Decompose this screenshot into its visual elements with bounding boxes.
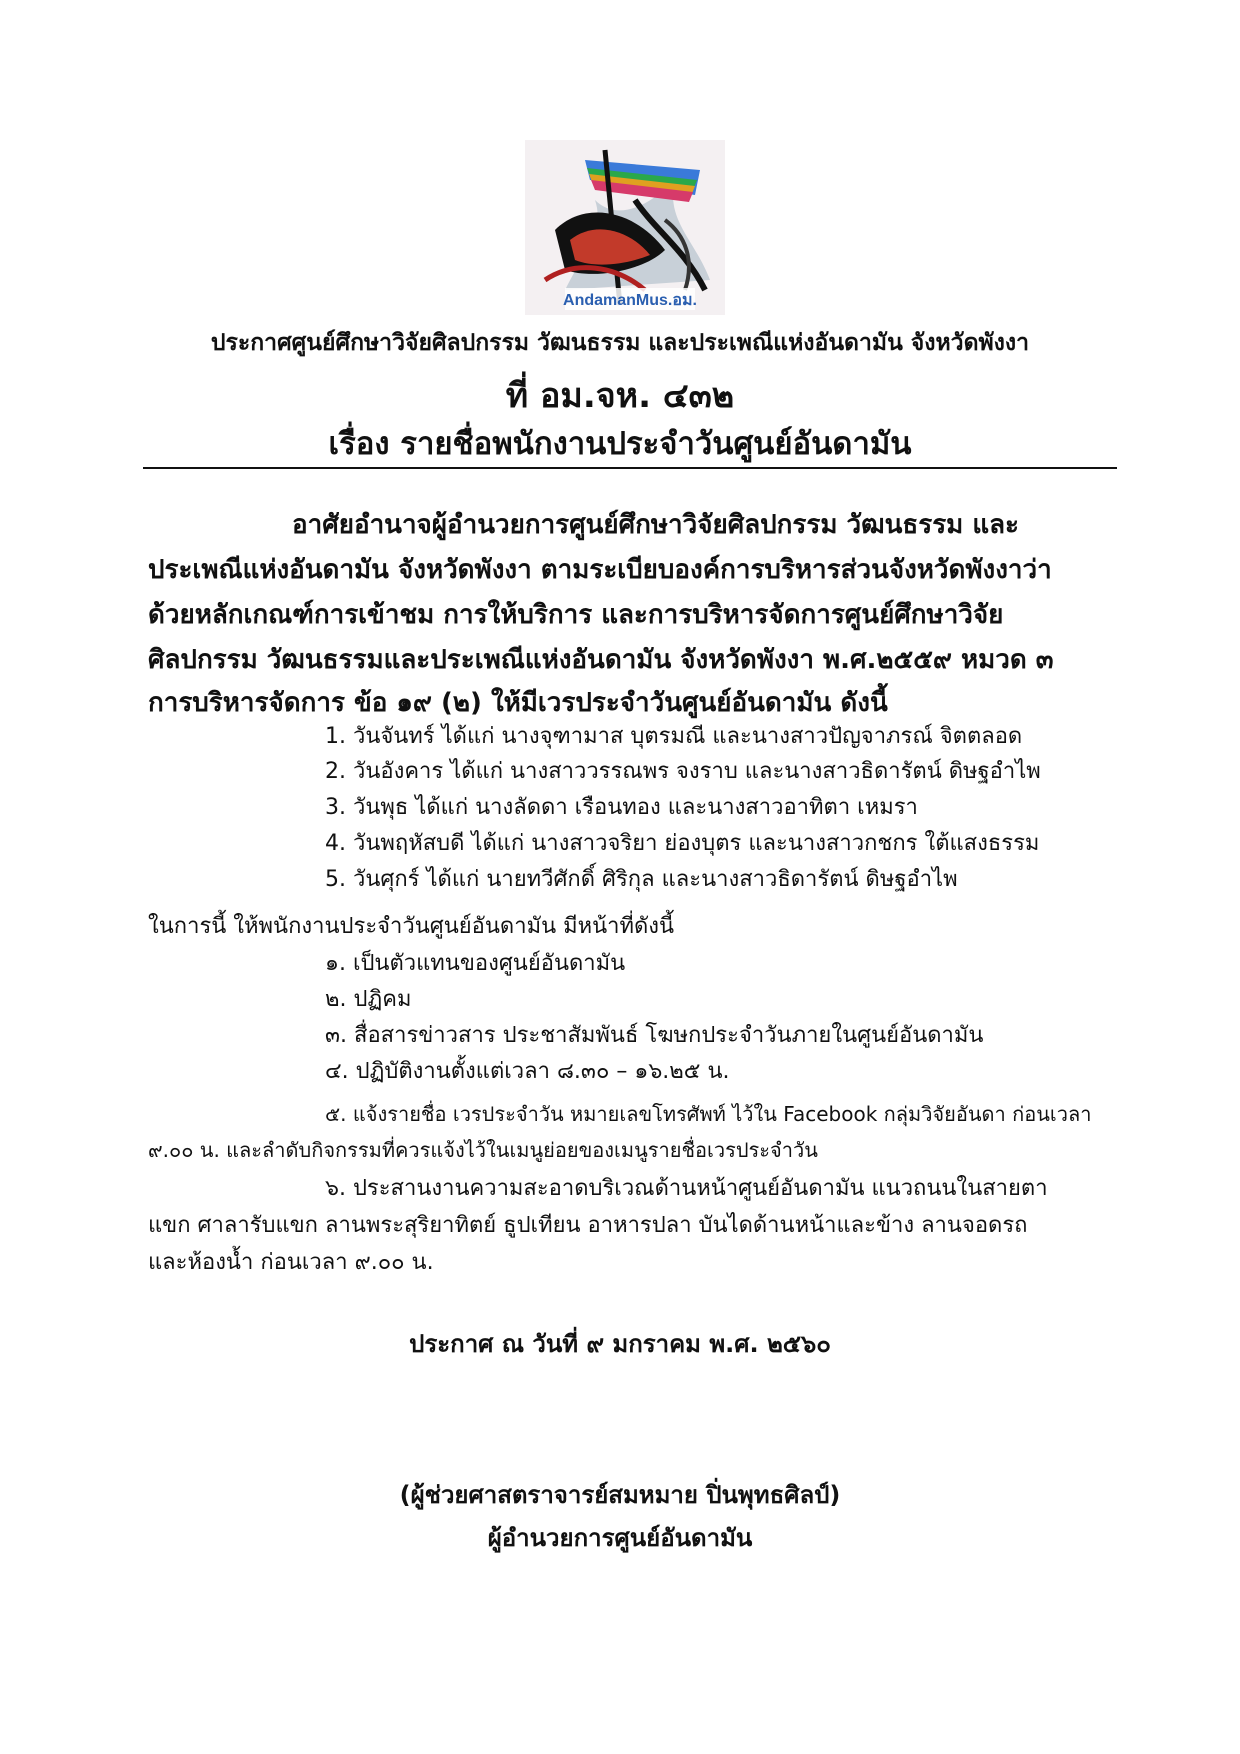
duties-intro: ในการนี้ ให้พนักงานประจำวันศูนย์อันดามัน มีหน้าที่ดังนี้ <box>148 914 675 939</box>
intro-line-1: อาศัยอำนาจผู้อำนวยการศูนย์ศึกษาวิจัยศิลปกรรม วัฒนธรรม และ <box>292 510 1020 540</box>
duty-5-line-1: ๕. แจ้งรายชื่อ เวรประจำวัน หมายเลขโทรศัพท์ ไว้ใน Facebook กลุ่มวิจัยอันดา ก่อนเวลา <box>325 1102 1092 1126</box>
schedule-item: 2. วันอังคาร ได้แก่ นางสาววรรณพร จงราบ และนางสาวธิดารัตน์ ดิษฐอำไพ <box>325 759 1041 784</box>
andaman-museum-logo <box>525 140 725 315</box>
intro-line-2: ประเพณีแห่งอันดามัน จังหวัดพังงา ตามระเบียบองค์การบริหารส่วนจังหวัดพังงาว่า <box>148 555 1052 585</box>
schedule-item: 3. วันพุธ ได้แก่ นางลัดดา เรือนทอง และนางสาวอาทิตา เหมรา <box>325 795 918 820</box>
duty-item: ๔. ปฏิบัติงานตั้งแต่เวลา ๘.๓๐ – ๑๖.๒๕ น. <box>325 1059 730 1084</box>
announcement-subject: เรื่อง รายชื่อพนักงานประจำวันศูนย์อันดามัน <box>328 426 912 462</box>
logo-text: AndamanMus.อม. <box>563 292 697 309</box>
duty-item: ๓. สื่อสารข่าวสาร ประชาสัมพันธ์ โฆษกประจำวันภายในศูนย์อันดามัน <box>325 1023 984 1048</box>
intro-line-5: การบริหารจัดการ ข้อ ๑๙ (๒) ให้มีเวรประจำวันศูนย์อันดามัน ดังนี้ <box>148 688 888 718</box>
intro-line-4: ศิลปกรรม วัฒนธรรมและประเพณีแห่งอันดามัน จังหวัดพังงา พ.ศ.๒๕๕๙ หมวด ๓ <box>148 645 1054 675</box>
duty-6-line-2: แขก ศาลารับแขก ลานพระสุริยาทิตย์ ธูปเทียน อาหารปลา บันไดด้านหน้าและข้าง ลานจอดรถ <box>148 1213 1028 1238</box>
signatory-name: (ผู้ช่วยศาสตราจารย์สมหมาย ปิ่นพุทธศิลป์) <box>399 1481 841 1509</box>
duty-6-line-1: ๖. ประสานงานความสะอาดบริเวณด้านหน้าศูนย์อันดามัน แนวถนนในสายตา <box>325 1176 1048 1201</box>
announcement-date: ประกาศ ณ วันที่ ๙ มกราคม พ.ศ. ๒๕๖๐ <box>409 1330 831 1358</box>
announcement-header: ประกาศศูนย์ศึกษาวิจัยศิลปกรรม วัฒนธรรม และประเพณีแห่งอันดามัน จังหวัดพังงา <box>210 330 1030 356</box>
schedule-item: 5. วันศุกร์ ได้แก่ นายทวีศักดิ์ ศิริกุล และนางสาวธิดารัตน์ ดิษฐอำไพ <box>325 867 958 892</box>
intro-line-3: ด้วยหลักเกณฑ์การเข้าชม การให้บริการ และการบริหารจัดการศูนย์ศึกษาวิจัย <box>148 600 1004 630</box>
duty-item: ๒. ปฏิคม <box>325 987 412 1012</box>
schedule-item: 4. วันพฤหัสบดี ได้แก่ นางสาวจริยา ย่องบุตร และนางสาวกชกร ใต้แสงธรรม <box>325 831 1040 856</box>
announcement-number: ที่ อม.จห. ๔๓๒ <box>505 376 735 416</box>
duty-5-line-2: ๙.๐๐ น. และลำดับกิจกรรมที่ควรแจ้งไว้ในเมนูย่อยของเมนูรายชื่อเวรประจำวัน <box>148 1138 818 1162</box>
signatory-title: ผู้อำนวยการศูนย์อันดามัน <box>487 1524 753 1552</box>
duty-6-line-3: และห้องน้ำ ก่อนเวลา ๙.๐๐ น. <box>148 1250 434 1275</box>
duty-item: ๑. เป็นตัวแทนของศูนย์อันดามัน <box>325 951 626 976</box>
header-divider <box>143 467 1117 469</box>
schedule-item: 1. วันจันทร์ ได้แก่ นางจุฑามาส บุตรมณี และนางสาวปัญจาภรณ์ จิตตลอด <box>325 724 1023 749</box>
